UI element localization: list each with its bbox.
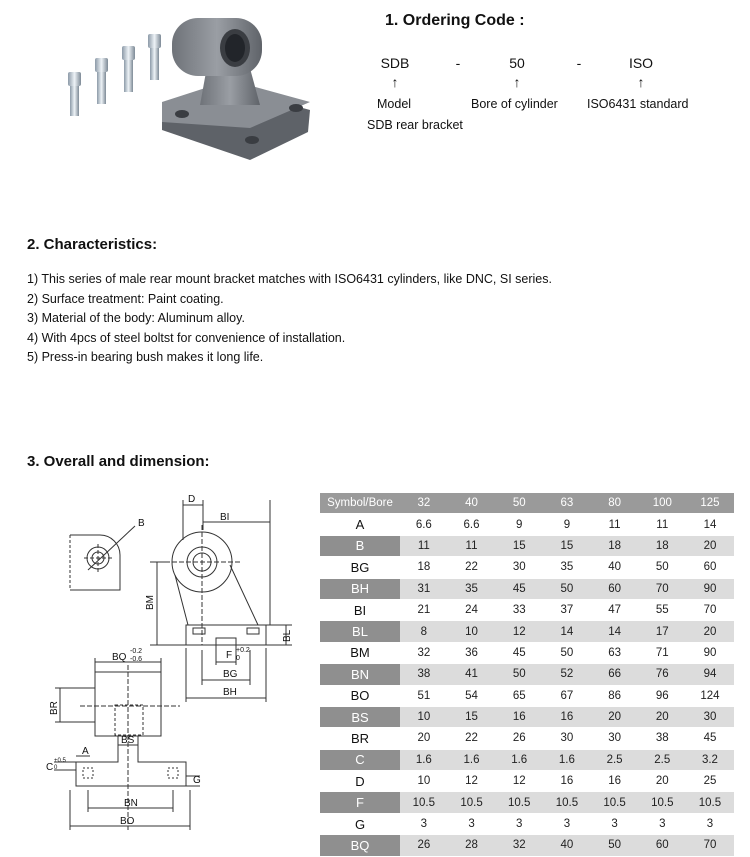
- label-bl: BL: [282, 629, 293, 642]
- label-bi: BI: [220, 512, 230, 523]
- ordering-title: 1. Ordering Code :: [385, 12, 525, 29]
- table-cell: 14: [543, 621, 591, 642]
- label-br: BR: [49, 701, 60, 715]
- table-cell: 9: [543, 514, 591, 535]
- table-symbol-cell: F: [320, 792, 400, 813]
- table-cell: 6.6: [448, 514, 496, 535]
- table-cell: 12: [495, 771, 543, 792]
- table-cell: 124: [686, 685, 734, 706]
- bolt-icon: [122, 46, 135, 92]
- table-cell: 20: [400, 728, 448, 749]
- table-row: [320, 706, 734, 727]
- table-cell: 10.5: [400, 792, 448, 813]
- table-cell: 50: [543, 578, 591, 599]
- table-cell: 11: [400, 535, 448, 556]
- label-bg: BG: [223, 669, 238, 680]
- table-symbol-cell: BM: [320, 642, 400, 663]
- label-c: C: [46, 762, 54, 773]
- table-header-cell: 32: [400, 493, 448, 514]
- table-cell: 1.6: [543, 749, 591, 770]
- table-cell: 8: [400, 621, 448, 642]
- table-row: [320, 749, 734, 770]
- front-view: [150, 500, 292, 702]
- table-header-cell: Symbol/Bore: [320, 493, 400, 514]
- table-cell: 50: [495, 664, 543, 685]
- code-bore: 50: [509, 55, 525, 71]
- table-symbol-cell: D: [320, 771, 400, 792]
- table-row: [320, 514, 734, 535]
- label-bn: BN: [124, 798, 138, 809]
- table-cell: 18: [400, 557, 448, 578]
- list-item: 5) Press-in bearing bush makes it long life.: [27, 350, 264, 364]
- table-row: [320, 813, 734, 834]
- table-symbol-cell: BN: [320, 664, 400, 685]
- table-header-row: [320, 493, 734, 514]
- table-cell: 33: [495, 599, 543, 620]
- table-cell: 35: [543, 557, 591, 578]
- table-cell: 18: [591, 535, 639, 556]
- table-cell: 11: [638, 514, 686, 535]
- table-row: [320, 728, 734, 749]
- table-row: [320, 664, 734, 685]
- label-bq-tol-bot: -0.6: [130, 656, 143, 663]
- table-header-cell: 100: [638, 493, 686, 514]
- table-row: [320, 685, 734, 706]
- label-f: F: [226, 650, 233, 661]
- table-cell: 6.6: [400, 514, 448, 535]
- label-bq: BQ: [112, 652, 127, 663]
- table-row: [320, 792, 734, 813]
- table-cell: 70: [686, 599, 734, 620]
- table-cell: 21: [400, 599, 448, 620]
- table-cell: 60: [638, 835, 686, 856]
- label-bq-tol-top: -0.2: [130, 648, 143, 655]
- table-symbol-cell: BQ: [320, 835, 400, 856]
- table-cell: 16: [495, 706, 543, 727]
- bolt-icon: [95, 58, 108, 104]
- label-model: Model: [377, 97, 412, 111]
- table-cell: 60: [591, 578, 639, 599]
- list-item: 1) This series of male rear mount bracket matches with ISO6431 cylinders, like DNC, SI series.: [27, 272, 552, 286]
- code-dash: -: [576, 55, 582, 71]
- table-cell: 16: [591, 771, 639, 792]
- table-cell: 16: [543, 706, 591, 727]
- label-standard: ISO6431 standard: [587, 97, 689, 111]
- table-cell: 86: [591, 685, 639, 706]
- table-row: [320, 835, 734, 856]
- table-symbol-cell: A: [320, 514, 400, 535]
- table-cell: 71: [638, 642, 686, 663]
- table-header-cell: 63: [543, 493, 591, 514]
- label-b: B: [138, 518, 145, 529]
- table-cell: 30: [495, 557, 543, 578]
- table-cell: 94: [686, 664, 734, 685]
- table-cell: 52: [543, 664, 591, 685]
- table-cell: 10.5: [686, 792, 734, 813]
- table-cell: 3: [400, 813, 448, 834]
- label-bh: BH: [223, 687, 237, 698]
- table-cell: 54: [448, 685, 496, 706]
- table-cell: 96: [638, 685, 686, 706]
- table-symbol-cell: G: [320, 813, 400, 834]
- label-g: G: [193, 775, 201, 786]
- dimension-title: 3. Overall and dimension:: [27, 453, 210, 470]
- table-cell: 3: [686, 813, 734, 834]
- table-cell: 40: [543, 835, 591, 856]
- table-cell: 1.6: [495, 749, 543, 770]
- table-cell: 66: [591, 664, 639, 685]
- code-standard: ISO: [628, 55, 654, 71]
- table-cell: 63: [591, 642, 639, 663]
- table-row: [320, 642, 734, 663]
- table-cell: 30: [686, 706, 734, 727]
- table-cell: 2.5: [638, 749, 686, 770]
- label-bs: BS: [121, 735, 135, 746]
- table-symbol-cell: BR: [320, 728, 400, 749]
- list-item: 4) With 4pcs of steel boltst for convenience of installation.: [27, 330, 346, 345]
- table-cell: 35: [448, 578, 496, 599]
- table-cell: 16: [543, 771, 591, 792]
- dimension-drawing: [40, 490, 310, 840]
- dimension-table: [320, 493, 734, 857]
- label-f-tol-bot: 0: [236, 655, 240, 662]
- table-cell: 28: [448, 835, 496, 856]
- characteristics-title: 2. Characteristics:: [27, 236, 158, 253]
- table-row: [320, 599, 734, 620]
- table-cell: 1.6: [400, 749, 448, 770]
- table-cell: 14: [591, 621, 639, 642]
- table-cell: 10.5: [638, 792, 686, 813]
- label-bo: BO: [120, 816, 135, 827]
- table-row: [320, 535, 734, 556]
- table-cell: 17: [638, 621, 686, 642]
- table-cell: 10.5: [591, 792, 639, 813]
- table-cell: 3.2: [686, 749, 734, 770]
- label-d: D: [188, 494, 196, 505]
- table-cell: 10.5: [448, 792, 496, 813]
- table-cell: 22: [448, 557, 496, 578]
- table-cell: 38: [400, 664, 448, 685]
- table-cell: 50: [543, 642, 591, 663]
- table-cell: 38: [638, 728, 686, 749]
- table-cell: 3: [591, 813, 639, 834]
- table-cell: 30: [591, 728, 639, 749]
- table-cell: 60: [686, 557, 734, 578]
- bolt-icon: [68, 72, 81, 116]
- arrow-up-icon: ↑: [637, 74, 645, 90]
- table-symbol-cell: BO: [320, 685, 400, 706]
- table-cell: 51: [400, 685, 448, 706]
- table-cell: 3: [543, 813, 591, 834]
- table-cell: 45: [686, 728, 734, 749]
- label-model-desc: SDB rear bracket: [367, 118, 463, 132]
- label-c-tol-top: +0.5: [54, 758, 66, 764]
- table-cell: 20: [686, 535, 734, 556]
- table-cell: 70: [686, 835, 734, 856]
- arrow-up-icon: ↑: [513, 74, 521, 90]
- code-dash: -: [455, 55, 461, 71]
- label-a: A: [82, 746, 89, 757]
- table-cell: 3: [638, 813, 686, 834]
- table-cell: 31: [400, 578, 448, 599]
- table-row: [320, 621, 734, 642]
- table-cell: 10: [400, 771, 448, 792]
- table-cell: 10: [400, 706, 448, 727]
- table-cell: 15: [448, 706, 496, 727]
- table-cell: 90: [686, 578, 734, 599]
- table-cell: 45: [495, 642, 543, 663]
- table-cell: 3: [448, 813, 496, 834]
- table-cell: 26: [400, 835, 448, 856]
- table-symbol-cell: B: [320, 535, 400, 556]
- table-cell: 10.5: [543, 792, 591, 813]
- table-cell: 20: [591, 706, 639, 727]
- table-cell: 9: [495, 514, 543, 535]
- table-symbol-cell: BI: [320, 599, 400, 620]
- table-cell: 70: [638, 578, 686, 599]
- table-cell: 11: [591, 514, 639, 535]
- table-symbol-cell: BG: [320, 557, 400, 578]
- table-row: [320, 771, 734, 792]
- table-cell: 12: [448, 771, 496, 792]
- table-cell: 20: [686, 621, 734, 642]
- table-header-cell: 125: [686, 493, 734, 514]
- table-cell: 67: [543, 685, 591, 706]
- list-item: 2) Surface treatment: Paint coating.: [27, 291, 224, 306]
- table-cell: 90: [686, 642, 734, 663]
- table-row: [320, 578, 734, 599]
- table-cell: 55: [638, 599, 686, 620]
- table-cell: 20: [638, 771, 686, 792]
- table-row: [320, 557, 734, 578]
- table-cell: 15: [543, 535, 591, 556]
- table-cell: 11: [448, 535, 496, 556]
- table-cell: 1.6: [448, 749, 496, 770]
- table-cell: 18: [638, 535, 686, 556]
- table-cell: 47: [591, 599, 639, 620]
- table-cell: 14: [686, 514, 734, 535]
- table-cell: 24: [448, 599, 496, 620]
- product-photo: [60, 10, 320, 170]
- table-symbol-cell: BL: [320, 621, 400, 642]
- label-f-tol-top: +0.2: [236, 647, 250, 654]
- label-bm: BM: [145, 595, 156, 610]
- table-cell: 26: [495, 728, 543, 749]
- table-cell: 41: [448, 664, 496, 685]
- characteristics-list: [27, 270, 727, 368]
- table-header-cell: 50: [495, 493, 543, 514]
- table-cell: 40: [591, 557, 639, 578]
- detail-view: [70, 526, 135, 590]
- table-cell: 50: [638, 557, 686, 578]
- table-cell: 3: [495, 813, 543, 834]
- label-c-tol-bot: 0: [54, 765, 58, 771]
- table-cell: 25: [686, 771, 734, 792]
- table-cell: 10: [448, 621, 496, 642]
- table-cell: 36: [448, 642, 496, 663]
- code-model: SDB: [380, 55, 410, 71]
- table-cell: 22: [448, 728, 496, 749]
- table-cell: 10.5: [495, 792, 543, 813]
- table-symbol-cell: BH: [320, 578, 400, 599]
- list-item: 3) Material of the body: Aluminum alloy.: [27, 311, 245, 325]
- table-header-cell: 80: [591, 493, 639, 514]
- table-cell: 65: [495, 685, 543, 706]
- table-cell: 32: [495, 835, 543, 856]
- table-cell: 45: [495, 578, 543, 599]
- table-header-cell: 40: [448, 493, 496, 514]
- table-symbol-cell: C: [320, 749, 400, 770]
- table-cell: 12: [495, 621, 543, 642]
- table-symbol-cell: BS: [320, 706, 400, 727]
- table-cell: 30: [543, 728, 591, 749]
- table-cell: 20: [638, 706, 686, 727]
- table-cell: 76: [638, 664, 686, 685]
- bolt-icon: [148, 34, 161, 80]
- table-cell: 15: [495, 535, 543, 556]
- table-cell: 37: [543, 599, 591, 620]
- table-cell: 2.5: [591, 749, 639, 770]
- arrow-up-icon: ↑: [391, 74, 399, 90]
- label-bore: Bore of cylinder: [471, 97, 558, 111]
- table-cell: 32: [400, 642, 448, 663]
- table-cell: 50: [591, 835, 639, 856]
